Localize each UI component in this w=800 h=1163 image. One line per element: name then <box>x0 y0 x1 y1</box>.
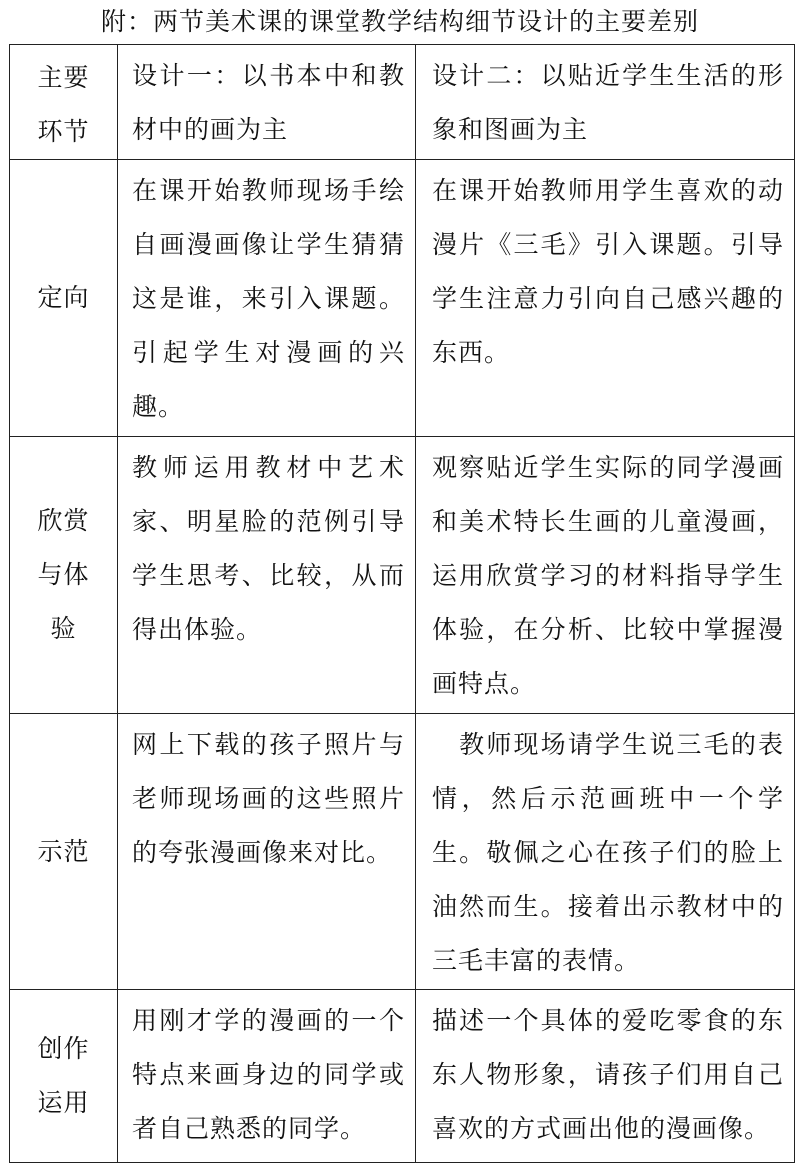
table-row <box>10 990 795 1163</box>
stage-label: 定向 <box>37 283 90 312</box>
design2-cell: 在课开始教师用学生喜欢的动漫片《三毛》引入课题。引导学生注意力引向自己感兴趣的东西。 <box>416 160 795 437</box>
header-stage-cell <box>10 45 118 160</box>
stage-cell <box>10 990 118 1163</box>
stage-label: 欣赏与体验 <box>37 506 90 643</box>
design2-cell: 描述一个具体的爱吃零食的东东人物形象，请孩子们用自己喜欢的方式画出他的漫画像。 <box>416 990 795 1163</box>
table-row <box>10 714 795 990</box>
table-row <box>10 437 795 714</box>
design2-cell: 教师现场请学生说三毛的表情，然后示范画班中一个学生。敬佩之心在孩子们的脸上油然而生。接着出示教材中的三毛丰富的表情。 <box>416 714 795 990</box>
design1-cell: 用刚才学的漫画的一个特点来画身边的同学或者自己熟悉的同学。 <box>118 990 416 1163</box>
stage-label: 创作运用 <box>37 1034 90 1117</box>
stage-label: 示范 <box>37 836 90 866</box>
header-design1-cell: 设计一：以书本中和教材中的画为主 <box>118 45 416 160</box>
header-design2-cell: 设计二：以贴近学生生活的形象和图画为主 <box>416 45 795 160</box>
design1-cell: 网上下载的孩子照片与老师现场画的这些照片的夸张漫画像来对比。 <box>118 714 416 990</box>
table-header-row <box>10 45 795 160</box>
table-row <box>10 160 795 437</box>
stage-cell <box>10 437 118 714</box>
design1-cell: 教师运用教材中艺术家、明星脸的范例引导学生思考、比较，从而得出体验。 <box>118 437 416 714</box>
stage-cell <box>10 160 118 437</box>
stage-cell <box>10 714 118 990</box>
design2-cell: 观察贴近学生实际的同学漫画和美术特长生画的儿童漫画，运用欣赏学习的材料指导学生体验，在分析、比较中掌握漫画特点。 <box>416 437 795 714</box>
design1-cell: 在课开始教师现场手绘自画漫画像让学生猜猜这是谁，来引入课题。引起学生对漫画的兴趣。 <box>118 160 416 437</box>
header-stage-label: 主要环节 <box>37 63 90 146</box>
page-title: 附：两节美术课的课堂教学结构细节设计的主要差别 <box>100 7 699 36</box>
comparison-table <box>9 44 795 1163</box>
